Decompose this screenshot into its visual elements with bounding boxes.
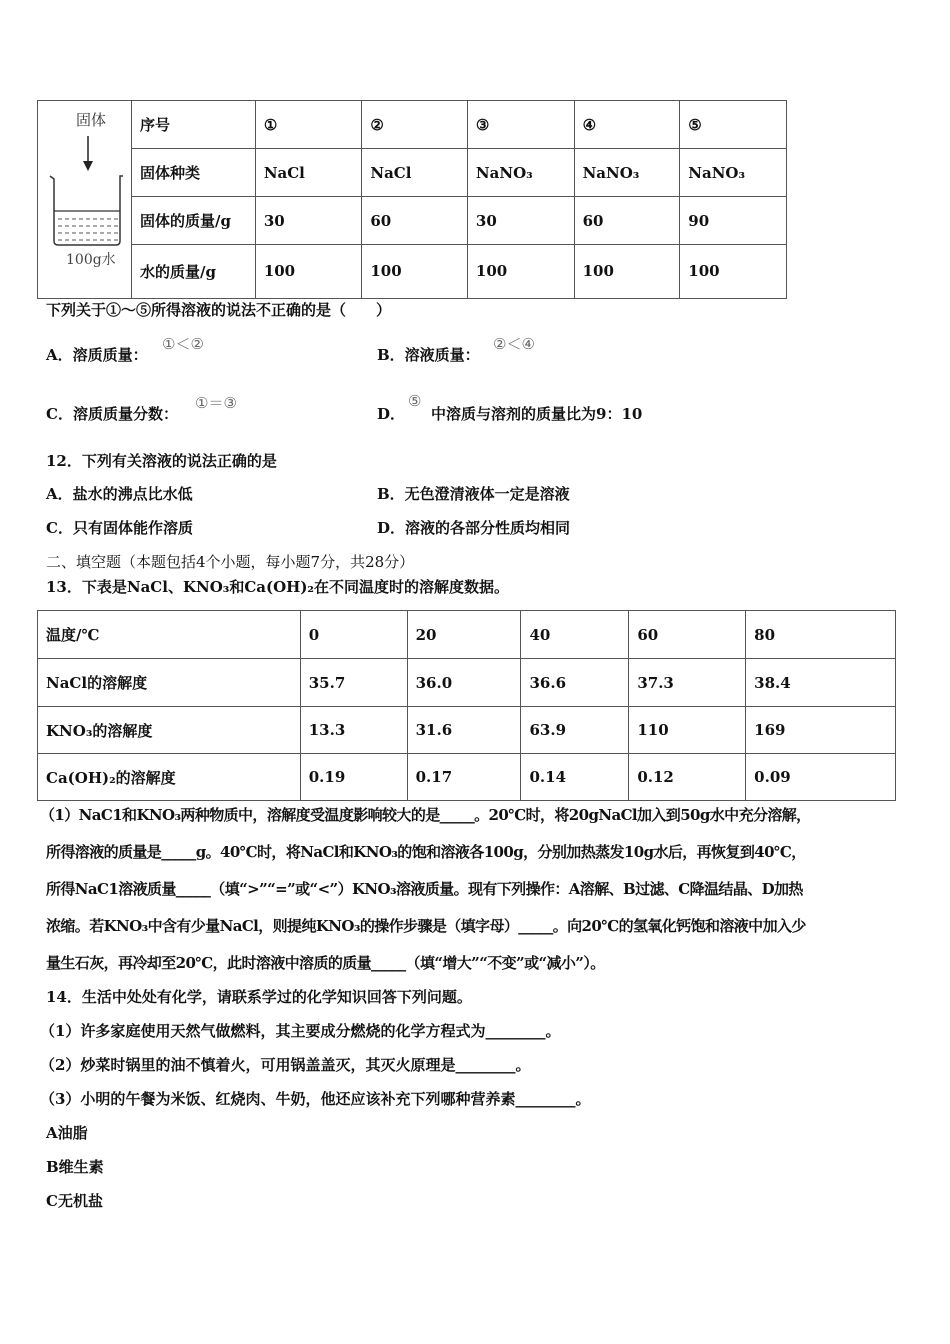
q11-option-b-formula: ②＜④ [493, 335, 535, 353]
q14-item: （1）许多家庭使用天然气做燃料，其主要成分燃烧的化学方程式为________。 [40, 1022, 561, 1040]
q14-item: （3）小明的午餐为米饭、红烧肉、牛奶，他还应该补充下列哪种营养素________。 [40, 1090, 591, 1108]
table-cell: 100 [467, 244, 574, 298]
table-cell: 36.6 [521, 659, 629, 707]
table-cell: NaNO₃ [680, 149, 787, 197]
q14-option-a: A油脂 [46, 1124, 88, 1142]
table-cell: NaNO₃ [467, 149, 574, 197]
q13-text-line: 所得NaC1溶液质量_____（填“>”“=”或“<”）KNO₃溶液质量。现有下列操作：A溶解、B过滤、C降温结晶、D加热 [46, 880, 803, 898]
table-cell: 0.12 [629, 754, 746, 801]
row-label: 固体种类 [132, 149, 256, 197]
table-cell: 36.0 [407, 659, 521, 707]
solid-label: 固体 [76, 111, 107, 129]
water-label: 100g水 [66, 252, 116, 268]
table-cell: 38.4 [746, 659, 896, 707]
row-label: KNO₃的溶解度 [38, 707, 301, 754]
table-cell: ③ [467, 101, 574, 149]
table-cell: 35.7 [300, 659, 407, 707]
q11-option-d-suffix: 中溶质与溶剂的质量比为9：10 [431, 405, 643, 423]
table-cell: NaCl [362, 149, 468, 197]
table-cell: NaCl [255, 149, 362, 197]
q12-option-d: D．溶液的各部分性质均相同 [377, 519, 571, 537]
table-cell: 60 [629, 611, 746, 659]
table-cell: 40 [521, 611, 629, 659]
q11-option-a: A．溶质质量： [46, 346, 148, 364]
table-cell: 100 [362, 244, 468, 298]
table-cell: 0 [300, 611, 407, 659]
table-cell: ⑤ [680, 101, 787, 149]
row-label: 水的质量/g [132, 244, 256, 298]
table-cell: 37.3 [629, 659, 746, 707]
q11-option-d: D． [377, 405, 406, 423]
q13-text-line: 浓缩。若KNO₃中含有少量NaCl，则提纯KNO₃的操作步骤是（填字母）_____。向20℃的氢氧化钙饱和溶液中加入少 [46, 917, 806, 935]
table-cell: 110 [629, 707, 746, 754]
q11-option-b: B．溶液质量： [377, 346, 480, 364]
q11-option-c: C．溶质质量分数： [46, 405, 178, 423]
table-cell: 20 [407, 611, 521, 659]
table-cell: 0.14 [521, 754, 629, 801]
table-cell: ① [255, 101, 362, 149]
q14-item: （2）炒菜时锅里的油不慎着火，可用锅盖盖灭，其灭火原理是________。 [40, 1056, 531, 1074]
q14-stem: 14．生活中处处有化学，请联系学过的化学知识回答下列问题。 [46, 988, 472, 1006]
table-cell: 30 [467, 197, 574, 244]
row-label: 固体的质量/g [132, 197, 256, 244]
table-cell: 60 [362, 197, 468, 244]
table-cell: 80 [746, 611, 896, 659]
row-label: Ca(OH)₂的溶解度 [38, 754, 301, 801]
table-cell: 63.9 [521, 707, 629, 754]
table-cell: 13.3 [300, 707, 407, 754]
q13-stem: 13．下表是NaCl、KNO₃和Ca(OH)₂在不同温度时的溶解度数据。 [46, 578, 509, 596]
table-cell: 0.09 [746, 754, 896, 801]
table-cell: 0.17 [407, 754, 521, 801]
row-label: 温度/℃ [38, 611, 301, 659]
table-cell: 100 [680, 244, 787, 298]
table-cell: ④ [574, 101, 680, 149]
q12-option-a: A．盐水的沸点比水低 [46, 485, 193, 503]
table-cell: 60 [574, 197, 680, 244]
table-cell: 100 [574, 244, 680, 298]
table-cell: 31.6 [407, 707, 521, 754]
q14-option-b: B维生素 [46, 1158, 104, 1176]
q11-stem: 下列关于①～⑤所得溶液的说法不正确的是（ ） [46, 301, 392, 319]
beaker-figure [38, 101, 132, 299]
q13-text-line: 所得溶液的质量是_____g。40℃时，将NaCl和KNO₃的饱和溶液各100g，分别加热蒸发10g水后，再恢复到40℃， [46, 843, 806, 861]
q11-option-a-formula: ①＜② [162, 335, 204, 353]
table-cell: 90 [680, 197, 787, 244]
table-cell: ② [362, 101, 468, 149]
table-cell: NaNO₃ [574, 149, 680, 197]
q11-option-d-formula: ⑤ [408, 392, 422, 410]
q14-option-c: C无机盐 [46, 1192, 103, 1210]
experiment-table [37, 100, 787, 299]
section-heading: 二、填空题（本题包括4个小题，每小题7分，共28分） [46, 553, 415, 571]
solubility-table [37, 610, 896, 801]
table-cell: 30 [255, 197, 362, 244]
q11-option-c-formula: ①＝③ [195, 394, 237, 412]
q12-option-c: C．只有固体能作溶质 [46, 519, 193, 537]
q12-option-b: B．无色澄清液体一定是溶液 [377, 485, 570, 503]
q13-text-line: 量生石灰，再冷却至20℃，此时溶液中溶质的质量_____（填“增大”“不变”或“减小”）。 [46, 954, 605, 972]
row-label: 序号 [132, 101, 256, 149]
q13-text-line: （1）NaC1和KNO₃两种物质中，溶解度受温度影响较大的是_____。20℃时，将20gNaCl加入到50g水中充分溶解， [40, 806, 811, 824]
row-label: NaCl的溶解度 [38, 659, 301, 707]
table-cell: 0.19 [300, 754, 407, 801]
table-cell: 169 [746, 707, 896, 754]
q12-stem: 12．下列有关溶液的说法正确的是 [46, 452, 277, 470]
table-cell: 100 [255, 244, 362, 298]
